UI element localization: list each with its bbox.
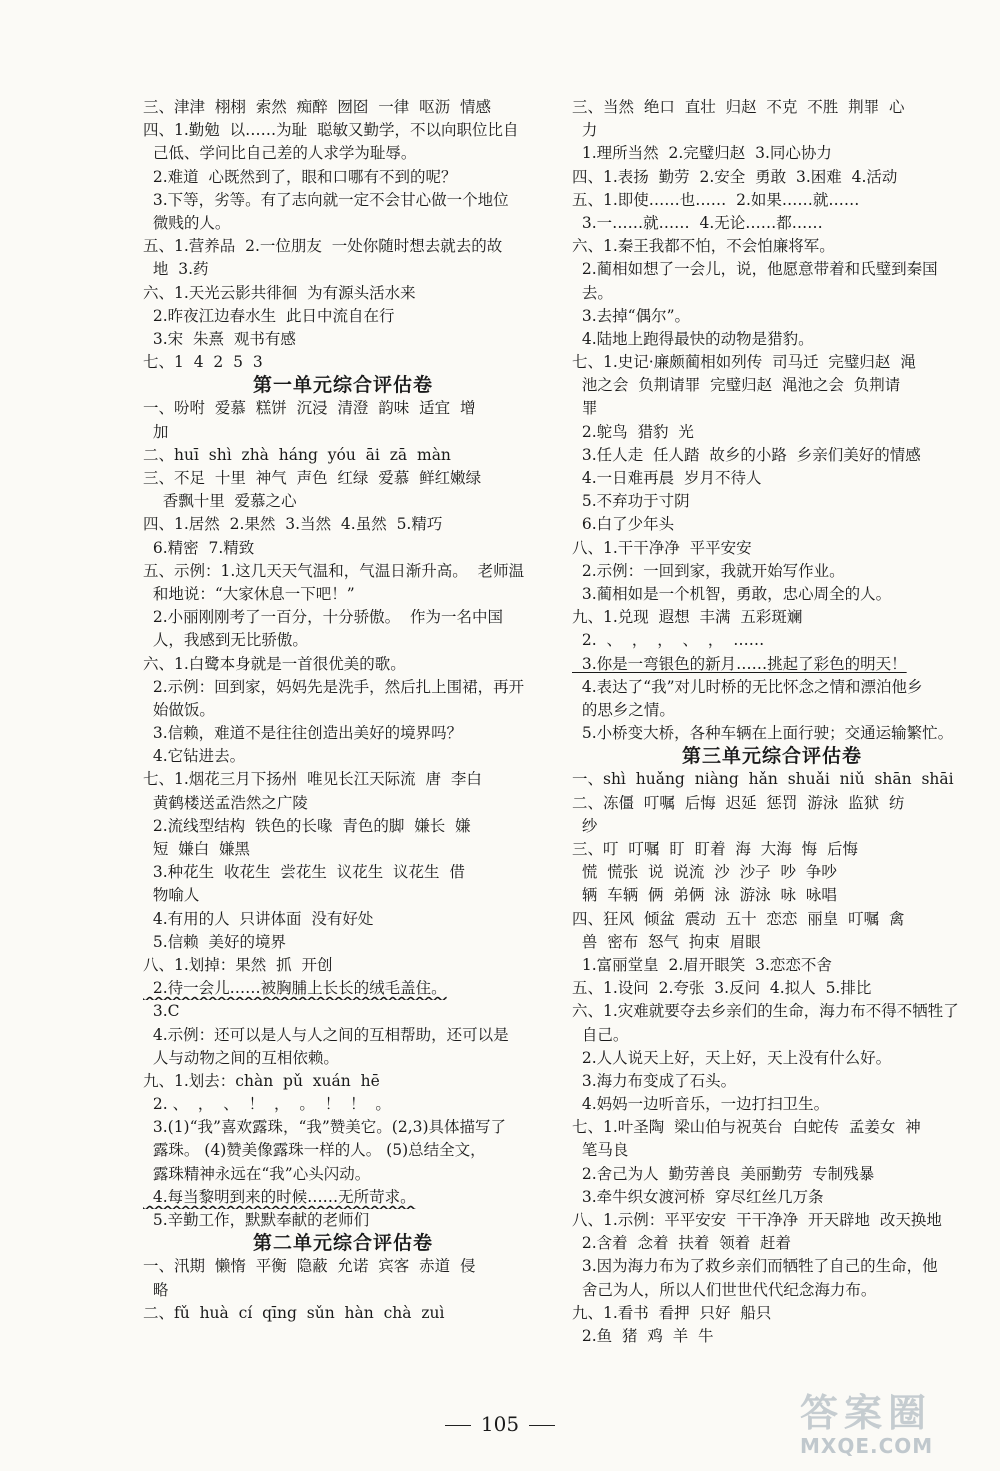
answer-line — [143, 1255, 543, 1278]
answer-text: 2.示例：回到家，妈妈先是洗手，然后扎上围裙，再开 — [143, 677, 525, 696]
answer-line — [572, 513, 972, 536]
answer-text: 3.海力布变成了石头。 — [572, 1071, 737, 1090]
answer-line — [143, 537, 543, 560]
answer-line — [143, 166, 543, 189]
answer-text: 3.种花生 收花生 尝花生 议花生 议花生 借 — [143, 863, 465, 882]
answer-line — [572, 421, 972, 444]
answer-line — [572, 606, 972, 629]
answer-text: 一、shì huǎng niàng hǎn shuǎi niǔ shān shāi — [572, 770, 954, 789]
answer-text: 4.示例：还可以是人与人之间的互相帮助，还可以是 — [143, 1025, 509, 1044]
answer-line — [572, 166, 972, 189]
answer-text: 三、叮 叮嘱 盯 盯着 海 大海 悔 后悔 — [572, 840, 858, 858]
answer-line — [143, 768, 543, 791]
answer-text: 4.每当黎明到来的时候……无所苛求。 — [143, 1187, 416, 1206]
answer-text: 四、1.居然 2.果然 3.当然 4.虽然 5.精巧 — [143, 515, 443, 534]
answer-line — [572, 119, 972, 142]
answer-line — [572, 1163, 972, 1186]
answer-line — [143, 142, 543, 165]
answer-text: 己低、学问比自己差的人求学为耻辱。 — [143, 144, 417, 163]
answer-text: 三、津津 栩栩 索然 痴醉 囫囵 一律 呕沥 情感 — [143, 98, 491, 116]
answer-line — [143, 884, 543, 907]
answer-text: 3.信赖，难道不是往往创造出美好的境界吗？ — [143, 724, 463, 743]
answer-text: 六、1.灾难就要夺去乡亲们的生命，海力布不得不牺牲了 — [572, 1002, 959, 1021]
answer-line — [572, 1047, 972, 1070]
answer-line — [572, 212, 972, 235]
answer-line — [143, 282, 543, 305]
answer-text: 4.它钻进去。 — [143, 747, 246, 766]
answer-text: 二、fǔ huà cí qīng sǔn hàn chà zuì — [143, 1303, 445, 1322]
answer-text: 2. 、 ， 、 ！ ， 。 ！ ！ 。 — [143, 1095, 391, 1114]
answer-text: 笔马良 — [572, 1141, 629, 1160]
answer-text: 露珠精神永远在“我”心头闪动。 — [143, 1164, 371, 1183]
answer-text: 人与动物之间的互相依赖。 — [143, 1048, 339, 1067]
answer-line — [143, 421, 543, 444]
answer-text: 5.不弃功于寸阴 — [572, 492, 690, 511]
answer-text: 纱 — [572, 816, 598, 835]
answer-text: 2. 、 ， ， 、 ， …… — [572, 631, 765, 650]
answer-line — [143, 908, 543, 931]
answer-text: 九、1.兑现 遐想 丰满 五彩斑斓 — [572, 608, 803, 627]
answer-line — [143, 1186, 543, 1209]
section-heading — [143, 374, 543, 397]
answer-line — [143, 792, 543, 815]
answer-text: 2.小丽刚刚考了一百分，十分骄傲。 作为一名中国 — [143, 608, 503, 627]
answer-text: 4.陆地上跑得最快的动物是猎豹。 — [572, 329, 814, 348]
answer-line — [143, 351, 543, 374]
answer-line — [143, 305, 543, 328]
answer-line — [572, 676, 972, 699]
answer-line — [572, 1255, 972, 1278]
answer-text: 1.富丽堂皇 2.眉开眼笑 3.恋恋不舍 — [572, 955, 832, 974]
answer-text: 4.有用的人 只讲体面 没有好处 — [143, 909, 374, 928]
answer-text: 和地说：“大家休息一下吧！” — [143, 584, 355, 603]
answer-line — [572, 397, 972, 420]
answer-line — [143, 861, 543, 884]
answer-text: 黄鹤楼送孟浩然之广陵 — [143, 793, 308, 812]
answer-line — [143, 583, 543, 606]
answer-line — [572, 351, 972, 374]
answer-line — [143, 1116, 543, 1139]
answer-line — [143, 444, 543, 467]
answer-line — [572, 838, 972, 861]
answer-text: 四、1.表扬 勤劳 2.安全 勇敢 3.困难 4.活动 — [572, 167, 898, 186]
answer-text: 2.蔺相如想了一会儿，说，他愿意带着和氏璧到秦国 — [572, 260, 938, 279]
answer-text: 辆 车辆 俩 弟俩 泳 游泳 咏 咏唱 — [572, 886, 837, 905]
answer-text: 4.妈妈一边听音乐，一边打扫卫生。 — [572, 1095, 830, 1114]
answer-line — [572, 699, 972, 722]
watermark-text: 答案圈 — [800, 1391, 933, 1435]
answer-text: 六、1.白鹭本身就是一首很优美的歌。 — [143, 654, 406, 673]
answer-line — [572, 1116, 972, 1139]
answer-line — [143, 467, 543, 490]
left-column — [143, 96, 543, 1325]
answer-text: 5.小桥变大桥，各种车辆在上面行驶；交通运输繁忙。 — [572, 724, 954, 743]
answer-text: 香飘十里 爱慕之心 — [143, 492, 297, 511]
answer-text: 略 — [143, 1280, 169, 1299]
answer-text: 力 — [572, 121, 598, 140]
answer-text: 4.表达了“我”对儿时桥的无比怀念之情和漂泊他乡 — [572, 677, 923, 696]
answer-text: 七、1 4 2 5 3 — [143, 353, 263, 372]
answer-line — [143, 1209, 543, 1232]
answer-line — [572, 815, 972, 838]
answer-line — [572, 1279, 972, 1302]
answer-text: 4.一日难再晨 岁月不待人 — [572, 469, 762, 487]
answer-line — [143, 1093, 543, 1116]
answer-line — [143, 722, 543, 745]
answer-line — [572, 235, 972, 258]
answer-text: 三、当然 绝口 直壮 归赵 不克 不胜 荆罪 心 — [572, 98, 905, 116]
answer-line — [572, 189, 972, 212]
answer-line — [572, 490, 972, 513]
answer-line — [143, 699, 543, 722]
answer-line — [143, 1302, 543, 1325]
answer-line — [572, 444, 972, 467]
answer-text: 2.待一会儿……被胸脯上长长的绒毛盖住。 — [143, 979, 447, 998]
answer-line — [143, 119, 543, 142]
page-number: 105 — [420, 1412, 580, 1436]
answer-line — [143, 189, 543, 212]
answer-text: 3.蔺相如是一个机智，勇敢，忠心周全的人。 — [572, 584, 892, 603]
answer-line — [572, 908, 972, 931]
answer-line — [143, 235, 543, 258]
answer-line — [143, 1163, 543, 1186]
answer-text: 地 3.药 — [143, 260, 209, 279]
answer-line — [572, 467, 972, 490]
answer-line — [572, 1232, 972, 1255]
answer-text: 2.昨夜江边春水生 此日中流自在行 — [143, 306, 395, 325]
answer-line — [572, 1139, 972, 1162]
answer-text: 人，我感到无比骄傲。 — [143, 631, 308, 650]
answer-line — [572, 1302, 972, 1325]
answer-line — [572, 1070, 972, 1093]
answer-line — [143, 1139, 543, 1162]
section-heading-text: 第一单元综合评估卷 — [252, 374, 433, 397]
answer-text: 五、1.营养品 2.一位朋友 一处你随时想去就去的故 — [143, 237, 503, 256]
answer-line — [143, 606, 543, 629]
answer-text: 五、示例：1.这几天天气温和，气温日渐升高。 老师温 — [143, 561, 525, 580]
section-heading-text: 第三单元综合评估卷 — [681, 745, 862, 768]
answer-line — [572, 653, 972, 676]
answer-line — [572, 374, 972, 397]
answer-text: 2.流线型结构 铁色的长喙 青色的脚 嫌长 嫌 — [143, 816, 471, 835]
answer-line — [572, 722, 972, 745]
answer-text: 四、狂风 倾盆 震动 五十 恋恋 丽皇 叮嘱 禽 — [572, 909, 905, 928]
answer-text: 去。 — [572, 283, 613, 302]
answer-line — [572, 282, 972, 305]
answer-line — [572, 954, 972, 977]
answer-text: 二、huī shì zhà háng yóu āi zā màn — [143, 445, 451, 464]
answer-text: 二、冻僵 叮嘱 后悔 迟延 惩罚 游泳 监狱 纺 — [572, 793, 905, 812]
answer-text: 3.宋 朱熹 观书有感 — [143, 329, 296, 348]
answer-line — [143, 560, 543, 583]
answer-line — [572, 1093, 972, 1116]
answer-text: 露珠。 (4)赞美像露珠一样的人。 (5)总结全文， — [143, 1141, 486, 1160]
answer-text: 短 嫌白 嫌黑 — [143, 840, 251, 858]
answer-text: 舍己为人，所以人们世世代代纪念海力布。 — [572, 1280, 877, 1299]
answer-text: 九、1.划去：chàn pǔ xuán hē — [143, 1071, 380, 1090]
answer-text: 3.C — [143, 1002, 180, 1021]
answer-line — [572, 861, 972, 884]
answer-line — [572, 1186, 972, 1209]
answer-text: 3.因为海力布为了救乡亲们而牺牲了自己的生命，他 — [572, 1257, 938, 1276]
answer-line — [572, 884, 972, 907]
answer-text: 的思乡之情。 — [572, 700, 675, 719]
right-column — [572, 96, 972, 1348]
answer-line — [143, 954, 543, 977]
answer-text: 六、1.秦王我都不怕，不会怕廉将军。 — [572, 237, 835, 256]
answer-text: 加 — [143, 422, 169, 441]
answer-text: 5.辛勤工作，默默奉献的老师们 — [143, 1211, 370, 1229]
watermark-logo — [800, 1392, 990, 1464]
answer-text: 五、1.即使……也…… 2.如果……就…… — [572, 190, 860, 209]
answer-line — [143, 815, 543, 838]
answer-line — [143, 931, 543, 954]
answer-text: 2.鱼 猪 鸡 羊 牛 — [572, 1326, 714, 1345]
answer-line — [143, 397, 543, 420]
answer-text: 七、1.叶圣陶 梁山伯与祝英台 白蛇传 孟姜女 神 — [572, 1118, 921, 1137]
watermark-url: MXQE.COM — [800, 1434, 934, 1458]
section-heading — [572, 745, 972, 768]
answer-line — [572, 583, 972, 606]
answer-text: 2.人人说天上好，天上好，天上没有什么好。 — [572, 1048, 892, 1067]
answer-text: 五、1.设问 2.夸张 3.反问 4.拟人 5.排比 — [572, 979, 872, 998]
answer-line — [143, 258, 543, 281]
answer-text: 2.难道 心既然到了，眼和口哪有不到的呢？ — [143, 167, 457, 186]
answer-text: 5.信赖 美好的境界 — [143, 932, 286, 951]
answer-text: 慌 慌张 说 说流 沙 沙子 吵 争吵 — [572, 863, 837, 882]
answer-text: 3.牵牛织女渡河桥 穿尽红丝几万条 — [572, 1187, 824, 1206]
answer-text: 九、1.看书 看押 只好 船只 — [572, 1303, 772, 1322]
answer-text: 3.(1)“我”喜欢露珠，“我”赞美它。(2,3)具体描写了 — [143, 1118, 507, 1137]
answer-line — [572, 629, 972, 652]
answer-line — [572, 96, 972, 119]
answer-text: 3.你是一弯银色的新月……挑起了彩色的明天！ — [572, 654, 907, 673]
answer-text: 一、汛期 懒惰 平衡 隐蔽 允诺 宾客 赤道 侵 — [143, 1257, 476, 1276]
answer-line — [572, 792, 972, 815]
answer-line — [572, 258, 972, 281]
answer-line — [572, 768, 972, 791]
answer-line — [143, 490, 543, 513]
section-heading — [143, 1232, 543, 1255]
answer-line — [143, 96, 543, 119]
answer-text: 池之会 负荆请罪 完璧归赵 渑池之会 负荆请 — [572, 376, 901, 395]
answer-text: 1.理所当然 2.完璧归赵 3.同心协力 — [572, 144, 832, 163]
answer-line — [143, 745, 543, 768]
answer-line — [143, 1047, 543, 1070]
answer-line — [572, 537, 972, 560]
answer-text: 六、1.天光云影共徘徊 为有源头活水来 — [143, 283, 416, 302]
answer-line — [143, 977, 543, 1000]
answer-line — [572, 328, 972, 351]
answer-line — [143, 629, 543, 652]
answer-line — [572, 560, 972, 583]
answer-line — [572, 142, 972, 165]
answer-line — [143, 1070, 543, 1093]
answer-line — [143, 1024, 543, 1047]
answer-line — [572, 1024, 972, 1047]
answer-text: 3.任人走 任人踏 故乡的小路 乡亲们美好的情感 — [572, 445, 921, 464]
answer-text: 三、不足 十里 神气 声色 红绿 爱慕 鲜红嫩绿 — [143, 469, 482, 487]
answer-line — [572, 1000, 972, 1023]
answer-text: 八、1.划掉：果然 抓 开创 — [143, 955, 333, 974]
answer-text: 自己。 — [572, 1025, 629, 1044]
answer-text: 6.精密 7.精致 — [143, 538, 255, 557]
answer-line — [572, 931, 972, 954]
answer-line — [143, 676, 543, 699]
answer-text: 兽 密布 怒气 拘束 眉眼 — [572, 932, 761, 951]
answer-text: 七、1.烟花三月下扬州 唯见长江天际流 唐 李白 — [143, 770, 482, 789]
answer-text: 2.舍己为人 勤劳善良 美丽勤劳 专制残暴 — [572, 1164, 875, 1183]
answer-line — [572, 1209, 972, 1232]
answer-text: 3.一……就…… 4.无论……都…… — [572, 213, 823, 232]
answer-text: 罪 — [572, 399, 598, 418]
answer-text: 6.白了少年头 — [572, 515, 675, 534]
answer-line — [572, 1325, 972, 1348]
answer-line — [143, 1000, 543, 1023]
answer-line — [143, 1279, 543, 1302]
answer-text: 2.鸵鸟 猎豹 光 — [572, 422, 694, 441]
answer-text: 3.下等，劣等。有了志向就一定不会甘心做一个地位 — [143, 190, 509, 209]
answer-text: 八、1.干干净净 平平安安 — [572, 538, 752, 557]
answer-line — [143, 212, 543, 235]
answer-text: 始做饭。 — [143, 700, 215, 719]
answer-line — [143, 513, 543, 536]
answer-text: 物喻人 — [143, 886, 200, 905]
answer-line — [143, 328, 543, 351]
section-heading-text: 第二单元综合评估卷 — [252, 1232, 433, 1255]
answer-text: 八、1.示例：平平安安 干干净净 开天辟地 改天换地 — [572, 1211, 942, 1229]
answer-line — [143, 838, 543, 861]
answer-line — [143, 653, 543, 676]
answer-text: 2.含着 念着 扶着 领着 赶着 — [572, 1234, 792, 1253]
answer-text: 3.去掉“偶尔”。 — [572, 306, 690, 325]
answer-text: 微贱的人。 — [143, 213, 231, 232]
answer-text: 七、1.史记·廉颇蔺相如列传 司马迁 完璧归赵 渑 — [572, 353, 916, 372]
answer-text: 四、1.勤勉 以……为耻 聪敏又勤学，不以向职位比自 — [143, 121, 519, 140]
answer-line — [572, 977, 972, 1000]
answer-line — [572, 305, 972, 328]
answer-text: 2.示例：一回到家，我就开始写作业。 — [572, 561, 845, 580]
answer-text: 一、吩咐 爱慕 糕饼 沉浸 清澄 韵味 适宜 增 — [143, 399, 476, 418]
